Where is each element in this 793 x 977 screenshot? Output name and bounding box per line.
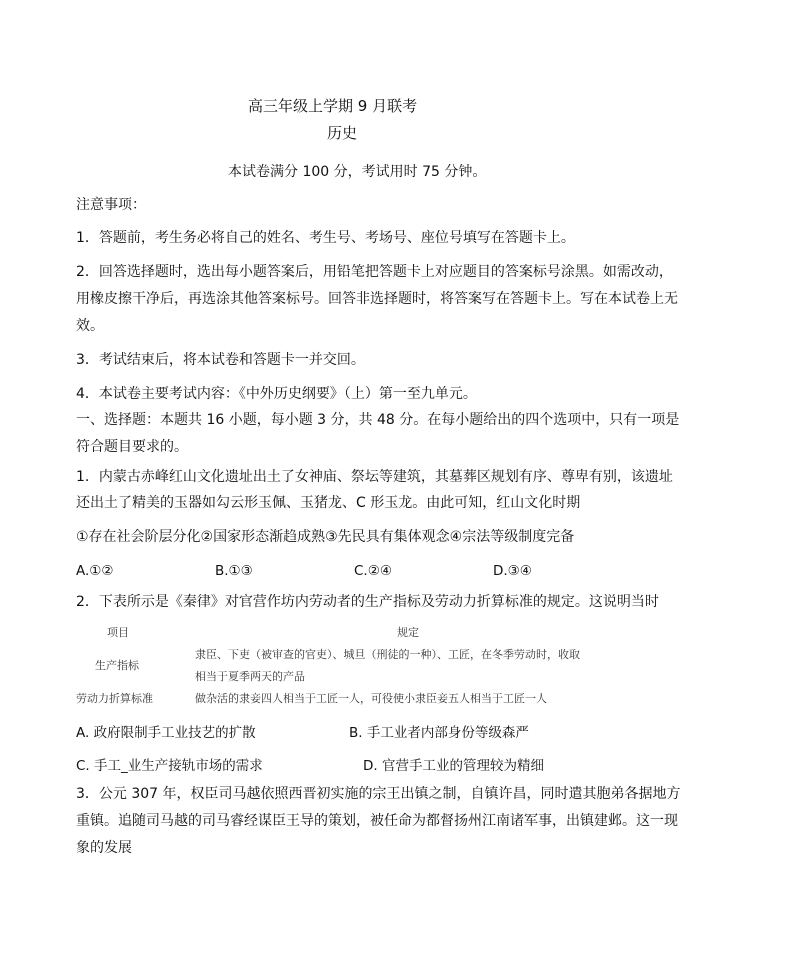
q2-table-row2-text: 做杂活的隶妾四人相当于工匠一人，可役使小隶臣妾五人相当于工匠一人 bbox=[195, 692, 547, 705]
q2-table-row1-label: 生产指标 bbox=[95, 659, 139, 672]
q1-option-a: A.①② bbox=[76, 563, 114, 579]
q2-table-row2-label: 劳动力折算标准 bbox=[76, 692, 153, 705]
q2-table-header-item: 项目 bbox=[107, 626, 129, 639]
notice-item-3: 3．考试结束后，将本试卷和答题卡一并交回。 bbox=[76, 352, 365, 368]
q1-stem-line2: 还出土了精美的玉器如勾云形玉佩、玉猪龙、C 形玉龙。由此可知，红山文化时期 bbox=[76, 495, 581, 511]
notice-item-2-line3: 效。 bbox=[76, 318, 104, 334]
q2-option-a: A. 政府限制手工业技艺的扩散 bbox=[76, 725, 256, 741]
q2-table-row1-text-line2: 相当于夏季两天的产品 bbox=[195, 670, 305, 683]
notice-item-4: 4．本试卷主要考试内容：《中外历史纲要》（上）第一至九单元。 bbox=[76, 386, 477, 402]
notice-item-2-line2: 用橡皮擦干净后，再选涂其他答案标号。回答非选择题时，将答案写在答题卡上。写在本试卷上无 bbox=[76, 291, 678, 307]
section-heading-line2: 符合题目要求的。 bbox=[76, 439, 188, 455]
q2-stem: 2．下表所示是《秦律》对官营作坊内劳动者的生产指标及劳动力折算标准的规定。这说明当时 bbox=[76, 594, 659, 610]
q2-option-b: B. 手工业者内部身份等级森严 bbox=[349, 725, 529, 741]
q2-option-c: C. 手工_业生产接轨市场的需求 bbox=[76, 758, 263, 774]
exam-info: 本试卷满分 100 分，考试用时 75 分钟。 bbox=[228, 164, 487, 180]
q2-table-header-rule: 规定 bbox=[397, 626, 419, 639]
q3-stem-line1: 3．公元 307 年，权臣司马越依照西晋初实施的宗王出镇之制，自镇许昌，同时遣其胞弟各据地方 bbox=[76, 786, 681, 802]
notice-item-1: 1．答题前，考生务必将自己的姓名、考生号、考场号、座位号填写在答题卡上。 bbox=[76, 230, 575, 246]
q2-option-d: D. 官营手工业的管理较为精细 bbox=[363, 758, 544, 774]
q1-stem-line1: 1．内蒙古赤峰红山文化遗址出土了女神庙、祭坛等建筑，其墓葬区规划有序、尊卑有别，该遗址 bbox=[76, 469, 673, 485]
q1-option-c: C.②④ bbox=[354, 563, 392, 579]
q3-stem-line3: 象的发展 bbox=[76, 840, 132, 856]
notice-item-2-line1: 2．回答选择题时，选出每小题答案后，用铅笔把答题卡上对应题目的答案标号涂黑。如需改动， bbox=[76, 264, 673, 280]
section-heading-line1: 一、选择题：本题共 16 小题，每小题 3 分，共 48 分。在每小题给出的四个选项中，只有一项是 bbox=[76, 412, 680, 428]
exam-subject: 历史 bbox=[327, 124, 358, 142]
notice-heading: 注意事项： bbox=[76, 197, 146, 213]
q1-option-d: D.③④ bbox=[493, 563, 532, 579]
q3-stem-line2: 重镇。追随司马越的司马睿经谋臣王导的策划，被任命为都督扬州江南诸军事，出镇建邺。这一现 bbox=[76, 813, 678, 829]
q1-option-b: B.①③ bbox=[215, 563, 253, 579]
q1-statements: ①存在社会阶层分化②国家形态渐趋成熟③先民具有集体观念④宗法等级制度完备 bbox=[76, 529, 575, 545]
exam-title: 高三年级上学期 9 月联考 bbox=[248, 97, 418, 115]
q2-table-row1-text-line1: 隶臣、下吏（被审查的官吏）、城旦（刑徒的一种）、工匠，在冬季劳动时，收取 bbox=[195, 648, 580, 661]
